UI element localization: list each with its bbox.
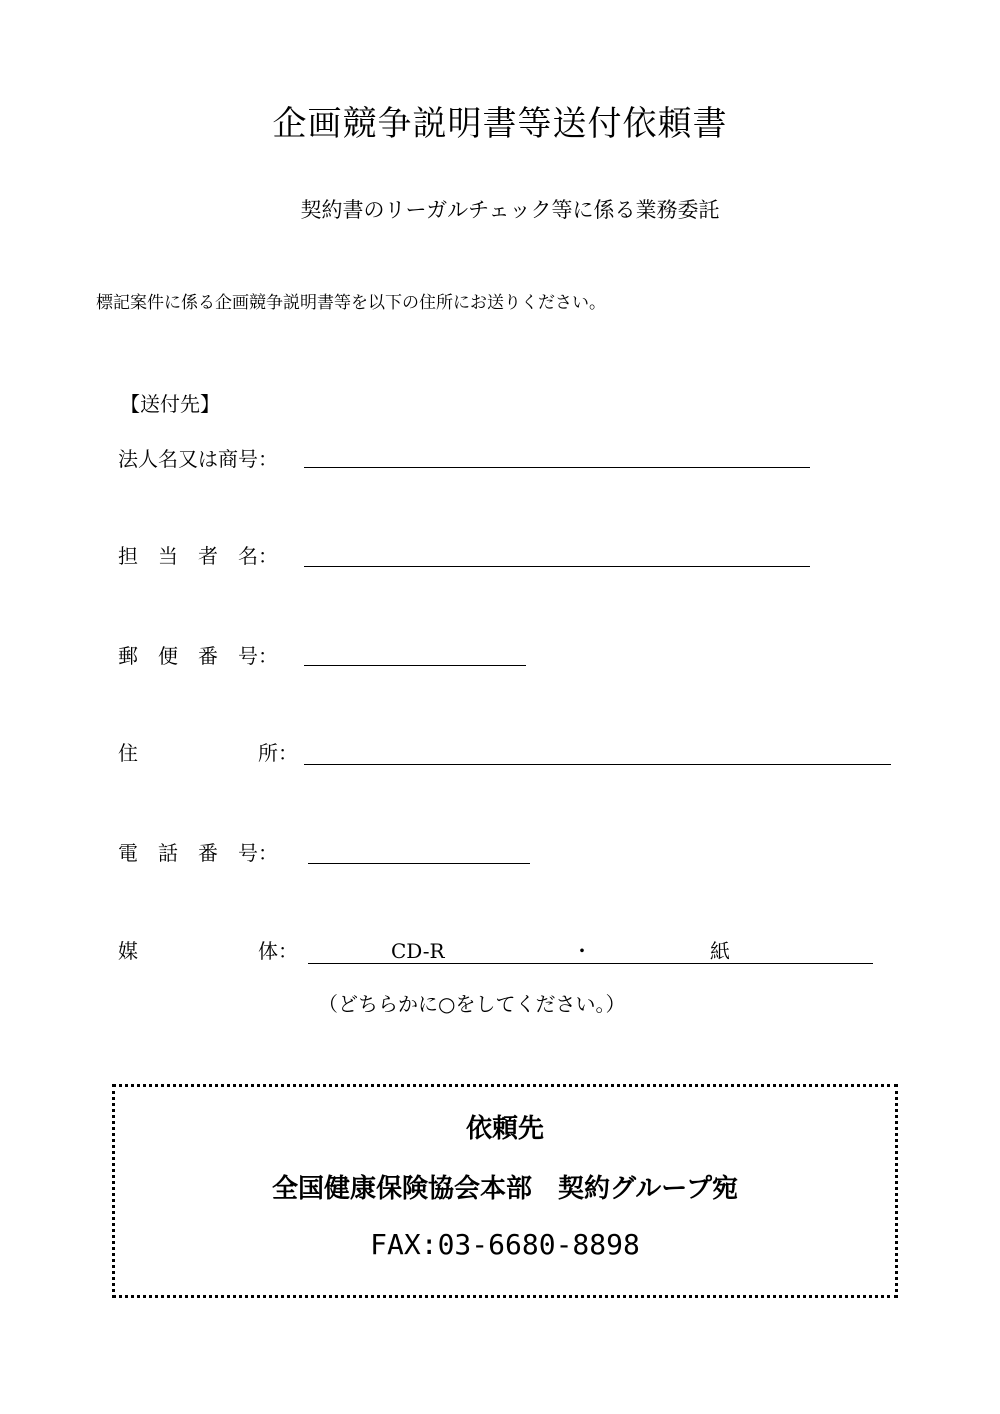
page-subtitle: 契約書のリーガルチェック等に係る業務委託 [300, 198, 720, 222]
request-box-fax: FAX:03-6680-8898 [370, 1228, 640, 1261]
intro-text: 標記案件に係る企画競争説明書等を以下の住所にお送りください。 [96, 293, 606, 313]
media-option-cd[interactable]: CD-R [391, 939, 445, 963]
section-heading: 【送付先】 [120, 392, 220, 416]
address-field[interactable] [304, 740, 891, 765]
contact-label: 担 当 者 名： [118, 544, 278, 568]
media-label-start: 媒 [118, 939, 138, 963]
address-label-end: 所： [258, 741, 298, 765]
phone-field[interactable] [308, 839, 530, 864]
media-label-end: 体： [258, 939, 298, 963]
page-title: 企画競争説明書等送付依頼書 [272, 104, 728, 144]
media-separator: ・ [572, 939, 592, 963]
address-label-start: 住 [118, 741, 138, 765]
media-option-paper[interactable]: 紙 [710, 939, 730, 963]
media-note: （どちらかに○をしてください。） [318, 992, 626, 1016]
postal-label: 郵 便 番 号： [118, 644, 278, 668]
postal-field[interactable] [304, 641, 526, 666]
phone-label: 電 話 番 号： [118, 841, 278, 865]
request-box-organization: 全国健康保険協会本部 契約グループ宛 [272, 1174, 738, 1204]
company-field[interactable] [304, 443, 810, 468]
request-box-title: 依頼先 [465, 1114, 544, 1144]
contact-field[interactable] [304, 542, 810, 567]
company-label: 法人名又は商号： [118, 447, 278, 471]
